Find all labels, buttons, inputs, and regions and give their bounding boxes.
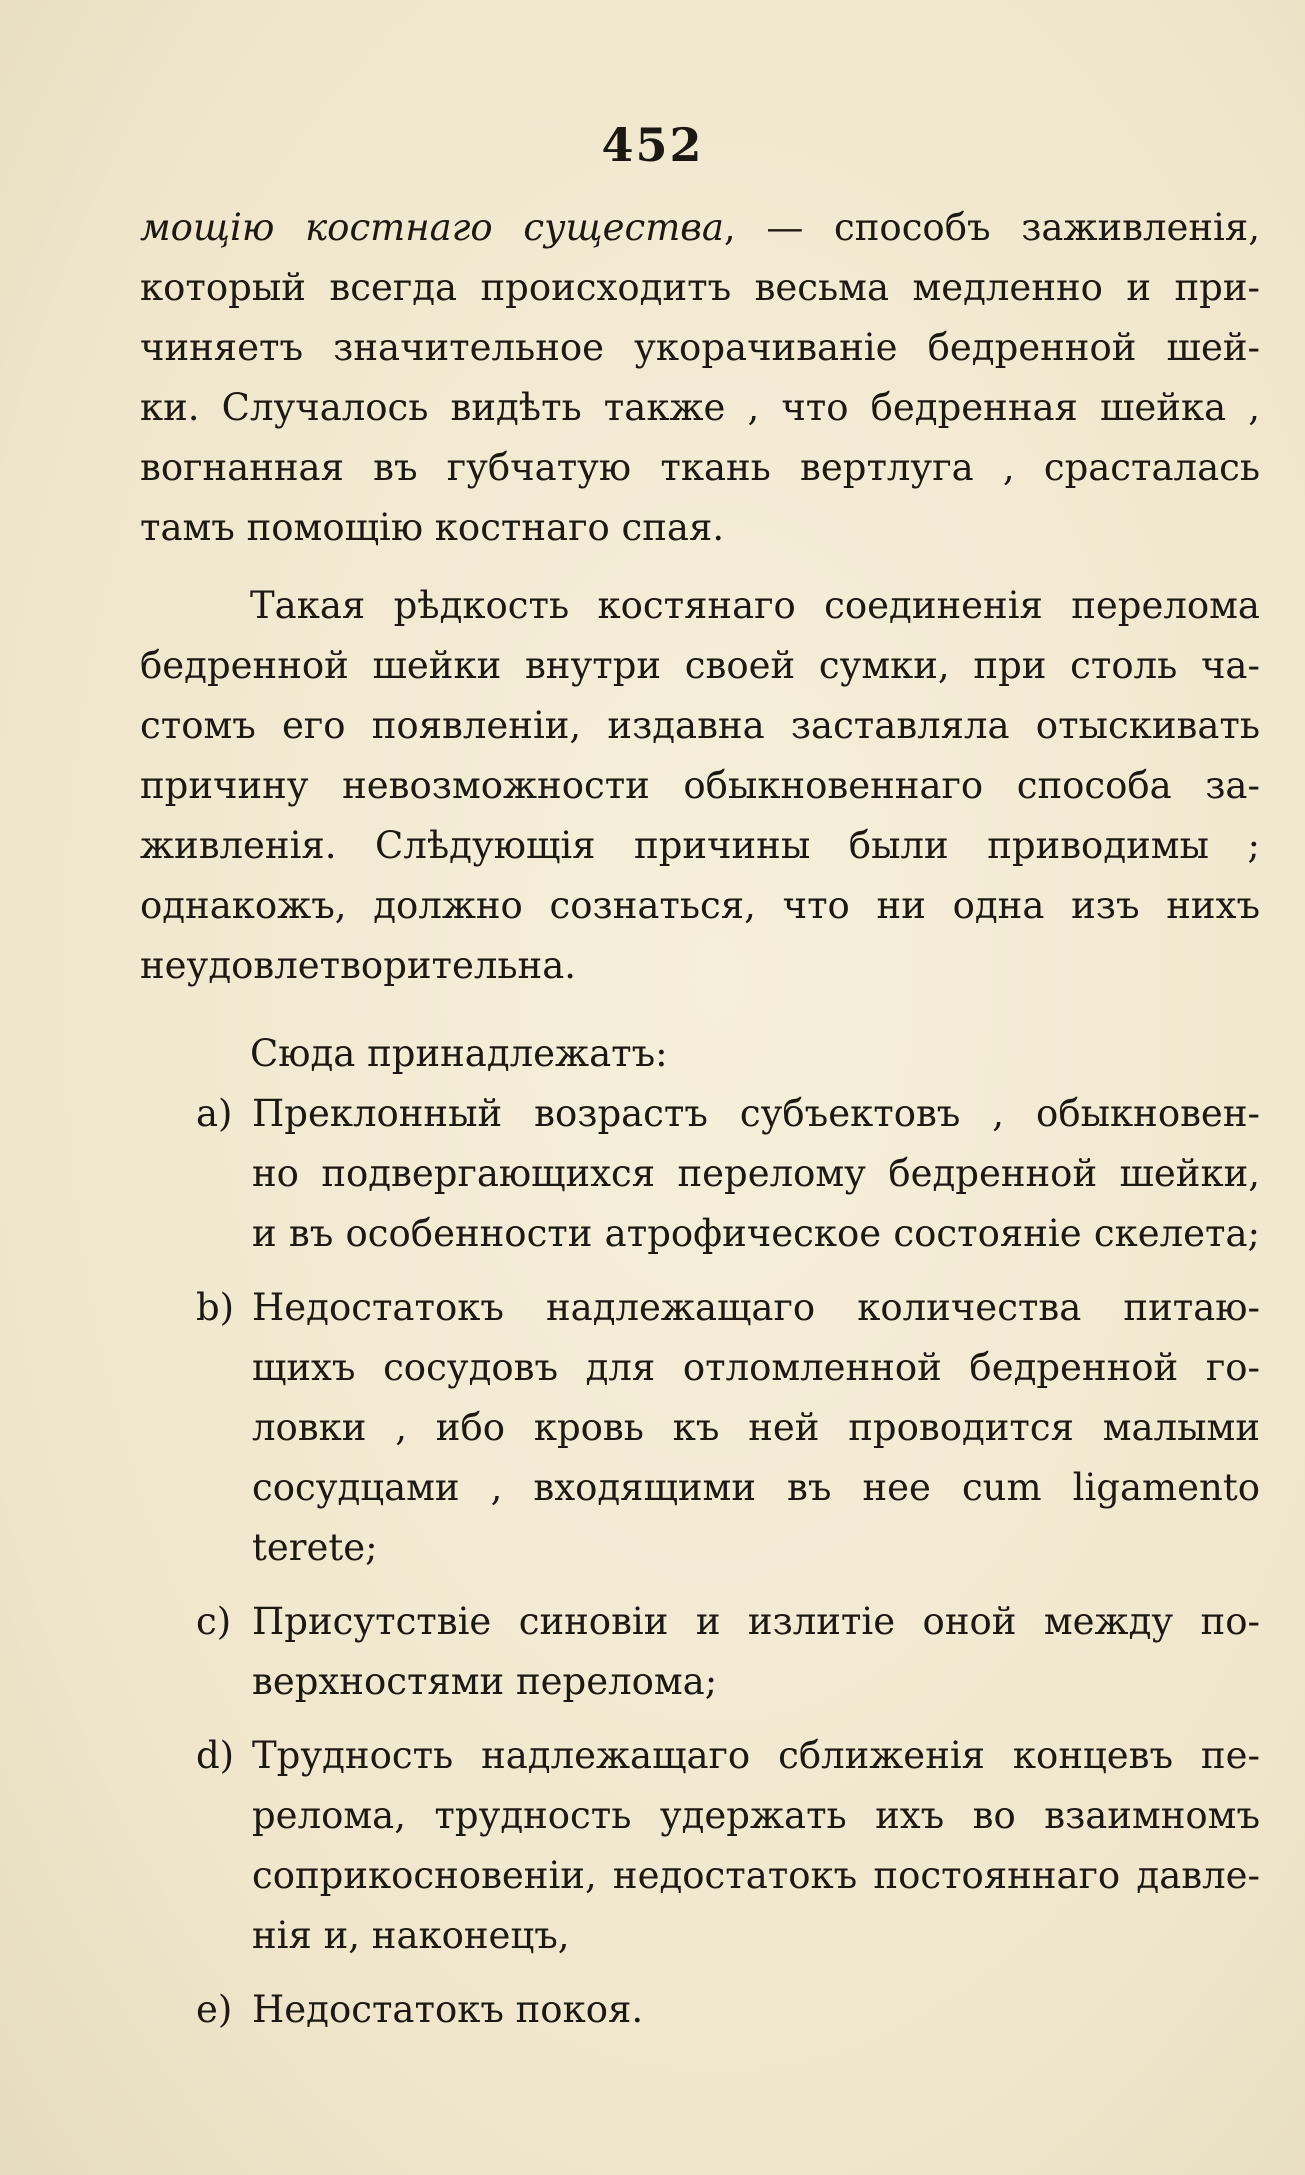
text-line: соприкосновеніи, недостатокъ постояннаго давле- xyxy=(252,1854,1260,1897)
causes-list xyxy=(140,1084,1260,2040)
list-marker: d) xyxy=(196,1734,235,1777)
body-text xyxy=(140,198,1260,2040)
list-marker: c) xyxy=(196,1600,232,1643)
text-line: Присутствіе синовіи и излитіе оной между по- xyxy=(252,1600,1260,1643)
list-item-c xyxy=(140,1592,1260,1712)
text-line: живленія. Слѣдующія причины были приводимы ; xyxy=(140,824,1260,867)
text-line: Трудность надлежащаго сближенія концевъ пе- xyxy=(252,1734,1260,1777)
line-text: , — способъ заживленія, xyxy=(723,206,1260,249)
list-item-a xyxy=(140,1084,1260,1264)
text-line: причину невозможности обыкновеннаго способа за- xyxy=(140,764,1260,807)
text-line: щихъ сосудовъ для отломленной бедренной го- xyxy=(252,1346,1260,1389)
text-line: terete; xyxy=(252,1526,378,1569)
text-line: вогнанная въ губчатую ткань вертлуга , срасталась xyxy=(140,446,1260,489)
text-line: и въ особенности атрофическое состояніе скелета; xyxy=(252,1212,1260,1255)
text-line: ловки , ибо кровь къ ней проводится малыми xyxy=(252,1406,1260,1449)
text-line: стомъ его появленіи, издавна заставляла отыскивать xyxy=(140,704,1260,747)
list-item-d xyxy=(140,1726,1260,1966)
text-line: верхностями перелома; xyxy=(252,1660,718,1703)
text-line: Недостатокъ надлежащаго количества питаю- xyxy=(252,1286,1260,1329)
text-line: нія и, наконецъ, xyxy=(252,1914,570,1957)
text-line: Преклонный возрастъ субъектовъ , обыкновен- xyxy=(252,1092,1260,1135)
text-line: Такая рѣдкость костянаго соединенія перелома xyxy=(250,584,1260,627)
paragraph-1 xyxy=(140,198,1260,558)
text-line: тамъ помощію костнаго спая. xyxy=(140,506,725,549)
text-line: неудовлетворительна. xyxy=(140,944,577,987)
text-line: релома, трудность удержать ихъ во взаимномъ xyxy=(252,1794,1260,1837)
text-line: однакожъ, должно сознаться, что ни одна изъ нихъ xyxy=(140,884,1260,927)
text-line: чиняетъ значительное укорачиваніе бедренной шей- xyxy=(140,326,1260,369)
list-item-e xyxy=(140,1980,1260,2040)
page-number: 452 xyxy=(601,118,704,172)
text-line: но подвергающихся перелому бедренной шейки, xyxy=(252,1152,1260,1195)
list-intro: Сюда принадлежатъ: xyxy=(250,1032,668,1075)
list-marker: e) xyxy=(196,1988,233,2031)
list-marker: b) xyxy=(196,1286,235,1329)
text-line: который всегда происходитъ весьма медленно и при- xyxy=(140,266,1260,309)
italic-phrase: мощію костнаго существа xyxy=(140,206,724,249)
text-line: сосудцами , входящими въ нее cum ligamento xyxy=(252,1466,1260,1509)
text-line: Недостатокъ покоя. xyxy=(252,1988,644,2031)
text-line: бедренной шейки внутри своей сумки, при столь ча- xyxy=(140,644,1260,687)
list-marker: a) xyxy=(196,1092,233,1135)
paragraph-2 xyxy=(140,576,1260,996)
text-line xyxy=(140,198,1260,258)
text-line: ки. Случалось видѣть также , что бедренная шейка , xyxy=(140,386,1260,429)
list-item-b xyxy=(140,1278,1260,1578)
